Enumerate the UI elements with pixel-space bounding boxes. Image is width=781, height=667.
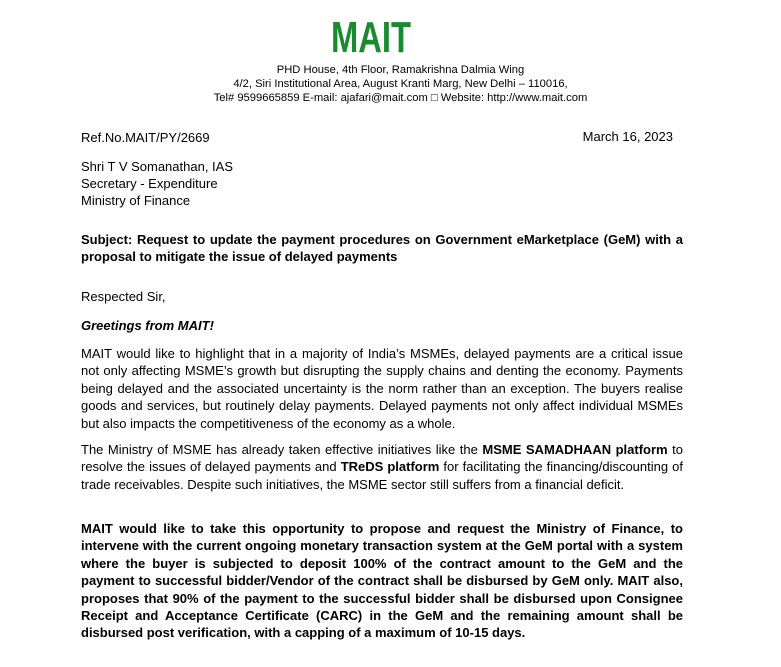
body-paragraph-2 [81, 441, 683, 493]
body-paragraph-1: MAIT would like to highlight that in a majority of India’s MSMEs, delayed payments are a critical issue not only affecting MSME’s growth but disrupting the supply chains and denting the economy. Payments being delayed and the associated uncertainty is the norm rather than an exception. The buyers realise goods and services, but routinely delay payments. Delayed payments not only affect individual MSMEs but also impacts the competitiveness of the economy as a whole. [81, 346, 683, 431]
proposal-paragraph: MAIT would like to take this opportunity to propose and request the Ministry of Finance, to intervene with the current ongoing monetary transaction system at the GeM portal with a system where the buyer is subjected to deposit 100% of the contract amount to the GeM and the payment to successful bidder/Vendor of the contract shall be disbursed by GeM only. MAIT also, proposes that 90% of the payment to the successful bidder shall be disbursed upon Consignee Receipt and Acceptance Certificate (CARC) in the GeM and the remaining amount shall be disbursed post verification, with a capping of a maximum of 10-15 days. [81, 521, 683, 641]
address-line-1: PHD House, 4th Floor, Ramakrishna Dalmia Wing [276, 64, 525, 76]
para2-text-1: The Ministry of MSME has already taken effective initiatives like the [81, 442, 483, 457]
salutation: Respected Sir, [81, 289, 166, 304]
reference-number: Ref.No.MAIT/PY/2669 [81, 130, 210, 145]
letter-date: March 16, 2023 [582, 129, 673, 144]
samadhaan-platform: MSME SAMADHAAN platform [482, 442, 668, 457]
recipient-name: Shri T V Somanathan, IAS [81, 159, 233, 174]
address-line-2: 4/2, Siri Institutional Area, August Kranti Marg, New Delhi – 110016, [233, 78, 568, 90]
recipient-designation: Secretary - Expenditure [81, 176, 218, 191]
contact-line: Tel# 9599665859 E-mail: ajafari@mait.com □ Website: http://www.mait.com [213, 92, 588, 104]
mait-logo-text: MAIT [331, 13, 412, 62]
treds-platform: TReDS platform [340, 459, 440, 475]
recipient-office: Ministry of Finance [81, 193, 191, 208]
para2-text-3: for facilitating the financing/discounting of trade receivables. Despite such initiatives, the MSME sector still suffers from a financial deficit. [81, 459, 683, 492]
para2-text-2: to resolve the issues of delayed payments and [81, 442, 683, 475]
subject-line: Subject: Request to update the payment procedures on Government eMarketplace (GeM) with a proposal to mitigate the issue of delayed payments [81, 232, 683, 265]
mait-logo [330, 13, 412, 62]
greeting: Greetings from MAIT! [81, 318, 214, 333]
